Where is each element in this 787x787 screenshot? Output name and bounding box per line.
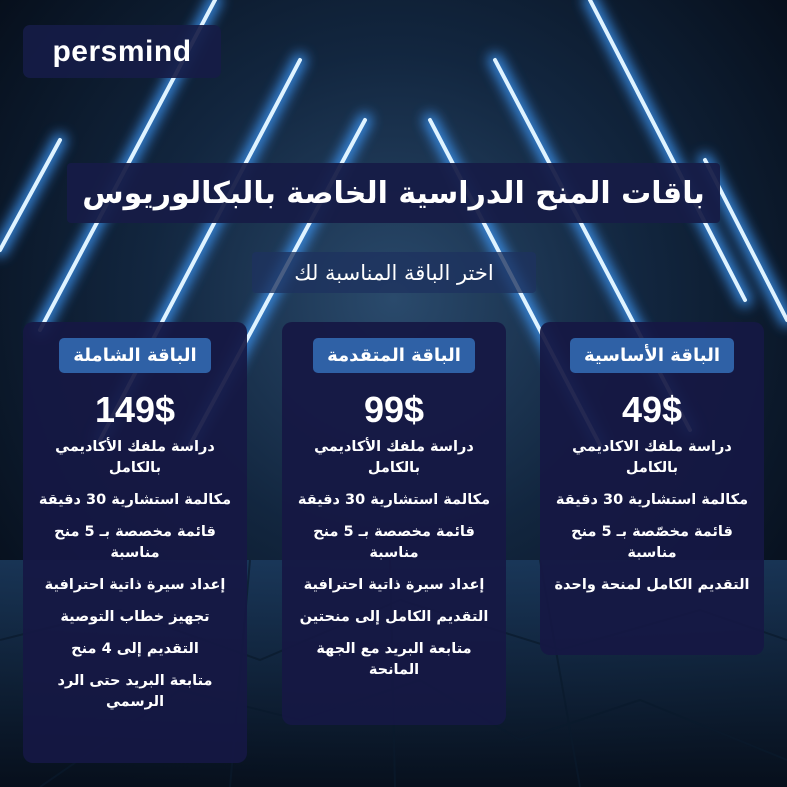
plan-feature: دراسة ملفك الأكاديمي بالكامل [314, 439, 474, 476]
plan-feature: متابعة البريد مع الجهة المانحة [316, 641, 472, 678]
brand-logo: persmind [23, 25, 221, 78]
plan-price: 149$ [94, 389, 176, 430]
plan-name: الباقة الأساسية [570, 338, 734, 373]
plan-price: 49$ [621, 389, 683, 430]
plan-features-list [23, 437, 247, 724]
plan-feature: التقديم الكامل إلى منحتين [299, 609, 489, 625]
plan-feature: قائمة مخصصة بـ 5 منح مناسبة [313, 524, 475, 561]
plan-feature: إعداد سيرة ذاتية احترافية [303, 577, 485, 593]
page-title: باقات المنح الدراسية الخاصة بالبكالوريوس [67, 163, 720, 223]
plan-name: الباقة الشاملة [59, 338, 210, 373]
plan-feature: قائمة مخصصة بـ 5 منح مناسبة [54, 524, 216, 561]
plan-feature: دراسة ملفك الأكاديمي بالكامل [55, 439, 215, 476]
plan-card-advanced [282, 322, 506, 725]
plan-feature: التقديم الكامل لمنحة واحدة [554, 577, 750, 593]
plan-feature: تجهيز خطاب التوصية [60, 609, 210, 625]
plan-feature: إعداد سيرة ذاتية احترافية [44, 577, 226, 593]
plan-feature: دراسة ملفك الاكاديمي بالكامل [572, 439, 732, 476]
plan-card-complete [23, 322, 247, 763]
plan-features-list [540, 437, 764, 607]
plan-feature: مكالمة استشارية 30 دقيقة [297, 492, 491, 508]
plan-price: 99$ [363, 389, 425, 430]
plan-feature: مكالمة استشارية 30 دقيقة [555, 492, 749, 508]
page-subtitle: اختر الباقة المناسبة لك [252, 252, 536, 293]
plan-card-basic [540, 322, 764, 655]
plan-features-list [282, 437, 506, 692]
plan-feature: قائمة مخصّصة بـ 5 منح مناسبة [571, 524, 733, 561]
plan-feature: مكالمة استشارية 30 دقيقة [38, 492, 232, 508]
plan-feature: متابعة البريد حتى الرد الرسمي [57, 673, 213, 710]
plan-feature: التقديم إلى 4 منح [71, 641, 199, 657]
plan-name: الباقة المتقدمة [313, 338, 475, 373]
